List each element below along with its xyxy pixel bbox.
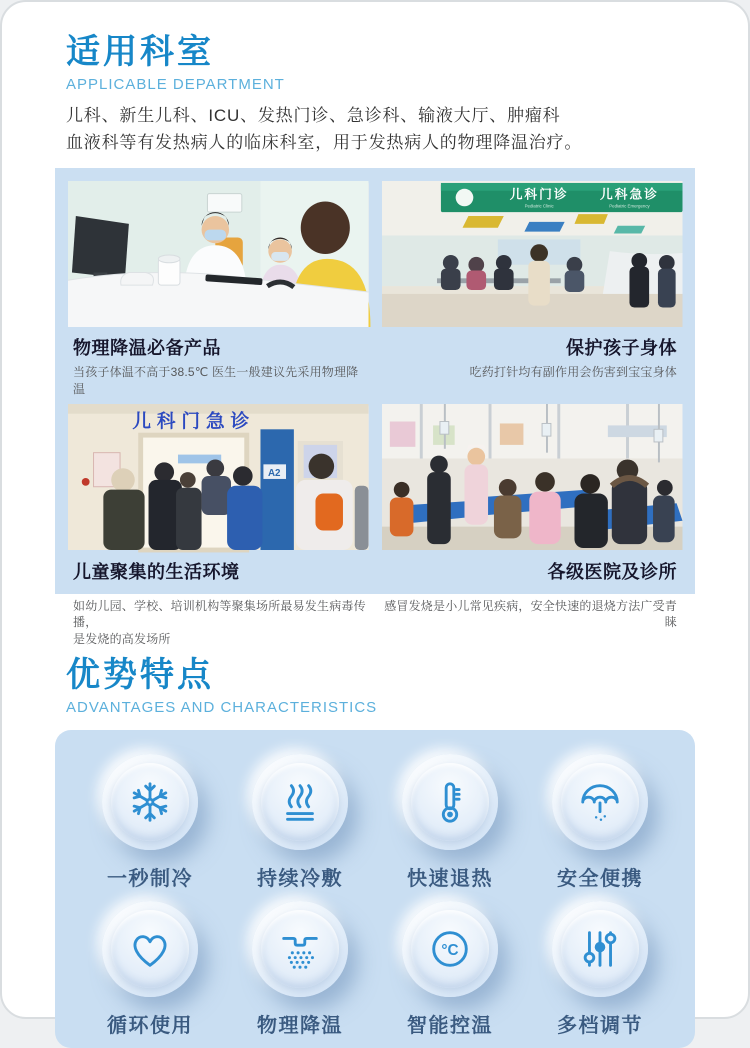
section-applicable-header: [2, 2, 748, 156]
applicable-description: [66, 102, 688, 156]
feature-circle: [552, 754, 648, 850]
caption-title-product: 物理降温必备产品: [73, 338, 221, 359]
snowflake-icon: [127, 779, 173, 825]
note-environment-line1: 如幼儿园、学校、培训机构等聚集场所最易发生病毒传播，: [73, 599, 366, 630]
feature-circle-inner: [561, 910, 639, 988]
photo-hospital-hall: [382, 181, 683, 327]
applicable-description-line1: 儿科、新生儿科、ICU、发热门诊、急诊科、输液大厅、肿瘤科: [66, 105, 561, 125]
caption-title-hospitals: 各级医院及诊所: [547, 562, 677, 583]
pediatric-emergency-sign-en: Pediatric Emergency: [608, 203, 650, 209]
applicable-description-line2: 血液科等有发热病人的临床科室，用于发热病人的物理降温治疗。: [66, 132, 583, 152]
section-advantages-header: [2, 647, 748, 716]
feature-circle: [102, 901, 198, 997]
pillar-a2-sign: A2: [267, 468, 281, 480]
photo-crowded-corridor: [68, 404, 369, 550]
pediatric-outpatient-emergency-sign: 儿科门急诊: [132, 410, 256, 432]
feature-circle-inner: [111, 910, 189, 988]
note-hospitals: 感冒发烧是小儿常见疾病，安全快速的退烧方法广受青睐: [384, 599, 677, 630]
feature-circle-inner: [411, 763, 489, 841]
feature-label: 智能控温: [407, 1014, 493, 1037]
feature-circle-inner: [111, 763, 189, 841]
section-subtitle-applicable: APPLICABLE DEPARTMENT: [66, 75, 285, 93]
feature-circle: [552, 901, 648, 997]
photo-panel: [55, 168, 695, 594]
caption-top-left: [73, 334, 369, 397]
celsius-symbol: °C: [441, 941, 459, 959]
feature-circle-inner: [561, 763, 639, 841]
section-subtitle-advantages: ADVANTAGES AND CHARACTERISTICS: [66, 698, 378, 716]
thermometer-icon: [427, 779, 473, 825]
sliders-icon: [577, 926, 623, 972]
feature-label: 持续冷敷: [257, 867, 343, 890]
feature-circle: [102, 754, 198, 850]
feature-safe-portable: [525, 754, 675, 891]
note-environment-line2: 是发烧的高发场所: [73, 631, 171, 646]
feature-fast-fever-reduction: [375, 754, 525, 891]
steam-waves-icon: [277, 779, 323, 825]
caption-title-environment: 儿童聚集的生活环境: [73, 562, 240, 583]
feature-label: 物理降温: [257, 1014, 343, 1037]
feature-label: 循环使用: [107, 1014, 193, 1037]
feature-label: 快速退热: [407, 867, 493, 890]
feature-physical-cooling: [225, 901, 375, 1038]
feature-label: 安全便携: [557, 867, 643, 890]
feature-multi-level-adjust: [525, 901, 675, 1038]
caption-note-protect: 吃药打针均有副作用会伤害到宝宝身体: [469, 365, 677, 380]
photo-waiting-room: [382, 404, 683, 550]
feature-circle: [252, 901, 348, 997]
feature-instant-cooling: [75, 754, 225, 891]
section-title-applicable: 适用科室: [66, 33, 214, 71]
heart-icon: [127, 926, 173, 972]
caption-top-right: [382, 334, 678, 397]
caption-row-top: [68, 327, 682, 404]
note-environment: [73, 598, 369, 647]
feature-circle-inner: [261, 910, 339, 988]
feature-label: 一秒制冷: [107, 867, 193, 890]
waiting-room-illustration: [382, 404, 683, 550]
feature-circle-inner: [261, 763, 339, 841]
hospital-hall-illustration: [382, 181, 683, 327]
feature-circle-inner: [411, 910, 489, 988]
spray-cooling-icon: [277, 926, 323, 972]
section-title-advantages: 优势特点: [66, 655, 214, 694]
feature-smart-temp-control: [375, 901, 525, 1038]
celsius-dial-icon: [427, 926, 473, 972]
feature-circle: [402, 901, 498, 997]
umbrella-icon: [577, 779, 623, 825]
pediatric-clinic-sign-text: 儿科门诊: [509, 187, 569, 202]
feature-reusable: [75, 901, 225, 1038]
feature-circle: [402, 754, 498, 850]
photo-clinic-room: [68, 181, 369, 327]
caption-title-protect: 保护孩子身体: [566, 338, 677, 359]
caption-notes-row: [55, 598, 695, 647]
feature-cold-compress: [225, 754, 375, 891]
feature-circle: [252, 754, 348, 850]
pediatric-clinic-sign-en: Pediatric Clinic: [524, 203, 554, 209]
photo-row-top: [68, 181, 682, 327]
pediatric-emergency-sign-text: 儿科急诊: [599, 187, 659, 202]
features-panel: [55, 730, 695, 1048]
caption-row-bottom: [68, 550, 682, 594]
clinic-room-illustration: [68, 181, 369, 327]
photo-row-bottom: [68, 404, 682, 550]
crowded-corridor-illustration: [68, 404, 369, 550]
caption-note-product: 当孩子体温不高于38.5℃ 医生一般建议先采用物理降温: [73, 365, 359, 397]
feature-label: 多档调节: [557, 1014, 643, 1037]
